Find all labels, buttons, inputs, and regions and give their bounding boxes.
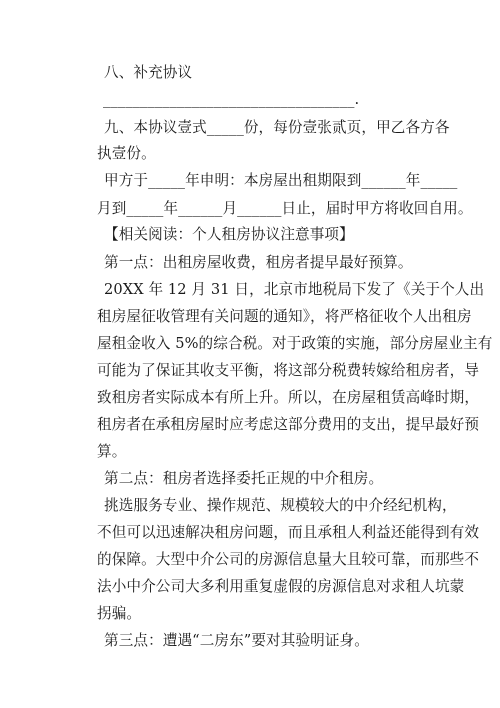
- paragraph-line: 可能为了保证其收支平衡，将这部分税费转嫁给租房者，导: [97, 362, 480, 379]
- paragraph-line: 致租房者实际成本有所上升。所以，在房屋租赁高峰时期，: [97, 389, 480, 406]
- paragraph-line: 20XX 年 12 月 31 日，北京市地税局下发了《关于个人出: [104, 281, 485, 298]
- paragraph-line: 不但可以迅速解决租房问题，而且承租人利益还能得到有效: [97, 524, 480, 541]
- paragraph-line: 执壹份。: [97, 145, 156, 162]
- paragraph-line: 屋租金收入 5%的综合税。对于政策的实施，部分房屋业主有: [97, 335, 493, 352]
- section-heading-supplement: 八、补充协议: [104, 64, 193, 81]
- paragraph-line: 算。: [97, 443, 127, 460]
- related-reading-heading: 【相关阅读：个人租房协议注意事项】: [104, 226, 354, 243]
- paragraph-line: 九、本协议壹式_____份，每份壹张贰页，甲乙各方各: [104, 119, 450, 136]
- point-heading: 第一点：出租房屋收费，租房者提早最好预算。: [104, 254, 413, 271]
- paragraph-line: 法小中介公司大多利用重复虚假的房源信息对求租人坑蒙: [97, 578, 465, 595]
- point-heading: 第二点：租房者选择委托正规的中介租房。: [104, 470, 384, 487]
- paragraph-line: 租房屋征收管理有关问题的通知》，将严格征收个人出租房: [97, 308, 472, 325]
- paragraph-line: 拐骗。: [97, 605, 142, 622]
- blank-fill-line: __________________________________.: [103, 91, 360, 108]
- paragraph-line: 挑选服务专业、操作规范、规模较大的中介经纪机构，: [104, 497, 457, 514]
- point-heading: 第三点：遭遇“二房东”要对其验明证身。: [104, 632, 369, 649]
- paragraph-line: 甲方于_____年申明：本房屋出租期限到______年_____: [104, 172, 458, 189]
- paragraph-line: 月到_____年______月______日止，届时甲方将收回自用。: [97, 200, 473, 217]
- paragraph-line: 租房者在承租房屋时应考虑这部分费用的支出，提早最好预: [97, 416, 480, 433]
- paragraph-line: 的保障。大型中介公司的房源信息量大且较可靠，而那些不: [97, 551, 480, 568]
